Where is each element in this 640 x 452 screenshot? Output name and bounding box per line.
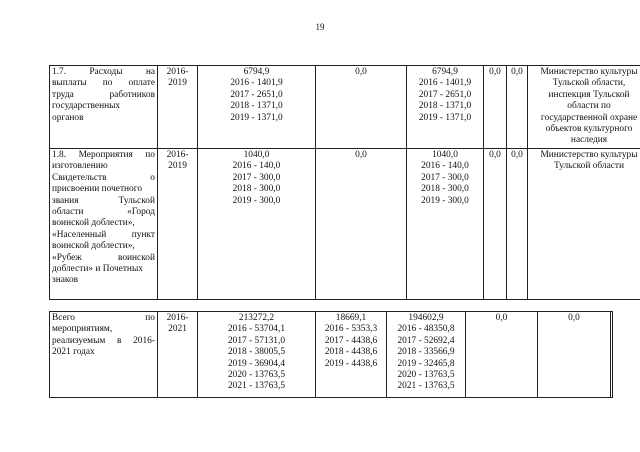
measures-table <box>49 65 640 300</box>
summary-name-line: Всего по <box>52 313 155 323</box>
table-row <box>50 66 640 149</box>
executor-line: Тульской области <box>553 161 625 172</box>
regional-year-value: 2019 - 32465,8 <box>397 358 455 369</box>
page-number: 19 <box>315 22 325 32</box>
total-year-value: 2018 - 38005,5 <box>227 347 286 358</box>
total-year-value: 2019 - 1371,0 <box>230 112 283 123</box>
measure-name-line: Свидетельств о <box>52 172 155 183</box>
federal-cell <box>316 66 407 149</box>
measure-name-line: 1.8. Мероприятия по <box>52 150 155 160</box>
federal-year-value: 2017 - 4438,6 <box>324 335 378 346</box>
summary-extra-cell: 0,0 <box>538 312 611 398</box>
summary-local-cell: 0,0 <box>466 312 538 398</box>
summary-name-cell <box>50 312 158 398</box>
total-year-value: 2016 - 53704,1 <box>227 324 286 335</box>
total-year-value: 2017 - 2651,0 <box>230 89 283 100</box>
federal-value: 18669,1 <box>335 313 367 323</box>
summary-executor-cell <box>611 312 613 398</box>
total-year-value: 2016 - 140,0 <box>232 161 281 172</box>
period-cell <box>158 66 198 149</box>
regional-year-value: 2018 - 33566,9 <box>397 347 455 358</box>
total-cell <box>198 149 316 300</box>
measure-name-line: выплаты по оплате <box>52 78 155 89</box>
measure-name-line: воинской доблести», <box>52 218 135 229</box>
measure-name-line: «Рубеж воинской <box>52 252 155 263</box>
executor-cell <box>528 149 640 300</box>
measure-name-line: 1.7. Расходы на <box>52 67 155 77</box>
federal-year-value: 2016 - 5353,3 <box>324 324 378 335</box>
measure-name-line: воинской доблести», <box>52 241 135 252</box>
regional-year-value: 2017 - 52692,4 <box>397 335 455 346</box>
regional-cell <box>407 66 484 149</box>
total-year-value: 2019 - 36904,4 <box>227 358 286 369</box>
local-cell: 0,0 <box>484 66 507 149</box>
federal-value: 0,0 <box>355 67 367 77</box>
measure-name-line: изготовлению <box>52 161 108 172</box>
measure-name-cell <box>50 149 158 300</box>
summary-name-line: мероприятиям, <box>52 324 113 335</box>
period-line: 2016- <box>166 67 189 77</box>
period-line: 2016- <box>166 150 189 160</box>
regional-year-value: 2017 - 2651,0 <box>418 89 472 100</box>
total-year-value: 2017 - 300,0 <box>232 172 281 183</box>
regional-year-value: 2016 - 140,0 <box>421 161 469 172</box>
measure-name-line: звания Тульской <box>52 195 155 206</box>
regional-year-value: 2021 - 13763,5 <box>397 381 455 392</box>
total-year-value: 2019 - 300,0 <box>232 195 281 206</box>
total-value: 6794,9 <box>243 67 270 77</box>
federal-year-value: 2018 - 4438,6 <box>324 347 378 358</box>
regional-year-value: 2018 - 300,0 <box>421 184 469 195</box>
summary-name-line: реализуемым в 2016- <box>52 335 155 346</box>
measure-name-line: «Населенный пункт <box>52 229 155 240</box>
regional-year-value: 2016 - 1401,9 <box>418 78 472 89</box>
measure-name-cell <box>50 66 158 149</box>
regional-year-value: 2016 - 48350,8 <box>397 324 455 335</box>
regional-year-value: 2019 - 1371,0 <box>418 112 472 123</box>
summary-total-cell <box>198 312 316 398</box>
regional-value: 194602,9 <box>408 313 444 323</box>
executor-line: области по <box>567 101 611 112</box>
measure-name-line: доблести» и Почетных <box>52 264 143 275</box>
regional-value: 1040,0 <box>432 150 458 160</box>
executor-line: государственной охране <box>540 112 638 123</box>
executor-line: наследия <box>570 135 608 146</box>
local-cell: 0,0 <box>484 149 507 300</box>
summary-name-line: 2021 годах <box>52 347 95 358</box>
summary-period-cell <box>158 312 198 398</box>
period-line: 2016- <box>166 313 189 323</box>
measure-name-line: государственных <box>52 101 121 112</box>
period-line: 2019 <box>168 161 187 172</box>
regional-year-value: 2020 - 13763,5 <box>397 370 455 381</box>
extra-cell: 0,0 <box>507 66 528 149</box>
regional-value: 6794,9 <box>432 67 458 77</box>
total-year-value: 2020 - 13763,5 <box>227 370 286 381</box>
measure-name-line: знаков <box>52 275 79 286</box>
total-year-value: 2021 - 13763,5 <box>227 381 286 392</box>
regional-year-value: 2018 - 1371,0 <box>418 101 472 112</box>
executor-cell <box>528 66 640 149</box>
measure-name-line: органов <box>52 112 84 123</box>
executor-line: Тульской области, <box>552 78 626 89</box>
extra-cell: 0,0 <box>507 149 528 300</box>
total-year-value: 2018 - 300,0 <box>232 184 281 195</box>
federal-year-value: 2019 - 4438,6 <box>324 358 378 369</box>
total-year-value: 2017 - 57131,0 <box>227 335 286 346</box>
summary-regional-cell <box>387 312 466 398</box>
measure-name-line: труда работников <box>52 89 155 100</box>
federal-cell <box>316 149 407 300</box>
measure-name-line: присвоении почетного <box>52 184 143 195</box>
summary-table <box>49 311 613 398</box>
executor-line: Министерство культуры <box>540 150 638 160</box>
summary-row <box>50 312 613 398</box>
total-value: 1040,0 <box>243 150 270 160</box>
executor-line: инспекция Тульской <box>548 89 630 100</box>
regional-year-value: 2017 - 300,0 <box>421 172 469 183</box>
period-line: 2019 <box>168 78 187 89</box>
measure-name-line: области «Город <box>52 207 155 218</box>
regional-year-value: 2019 - 300,0 <box>421 195 469 206</box>
total-year-value: 2018 - 1371,0 <box>230 101 283 112</box>
summary-federal-cell <box>316 312 387 398</box>
period-cell <box>158 149 198 300</box>
executor-line: объектов культурного <box>545 124 633 135</box>
table-row <box>50 149 640 300</box>
total-year-value: 2016 - 1401,9 <box>230 78 283 89</box>
total-cell <box>198 66 316 149</box>
regional-cell <box>407 149 484 300</box>
period-line: 2021 <box>168 324 187 335</box>
total-value: 213272,2 <box>238 313 275 323</box>
executor-line: Министерство культуры <box>540 67 638 77</box>
federal-value: 0,0 <box>355 150 367 160</box>
